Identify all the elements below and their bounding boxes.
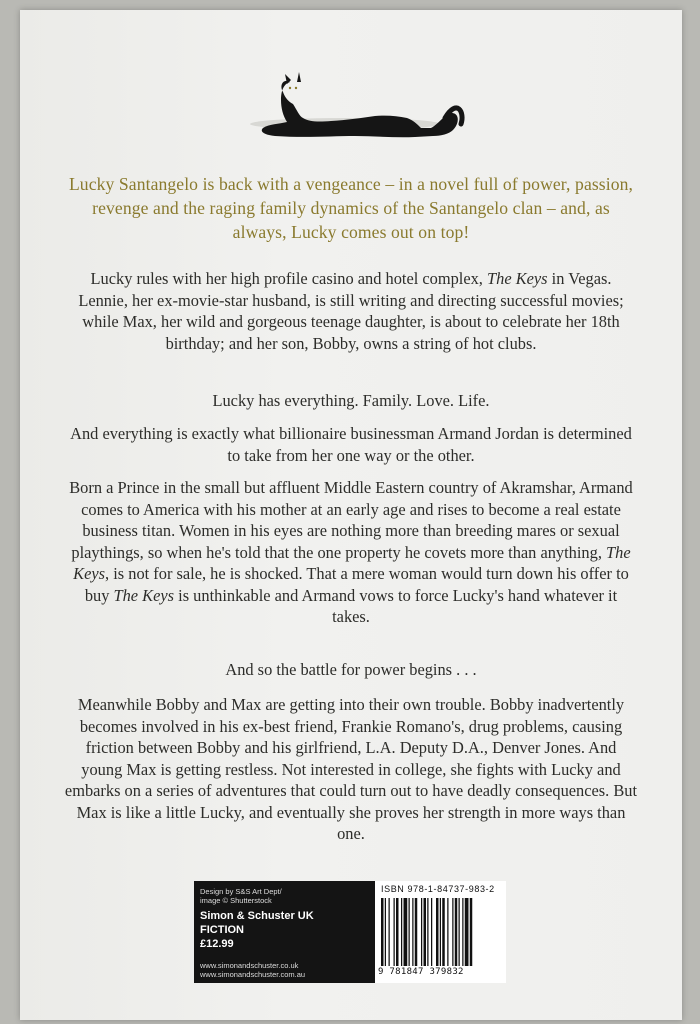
category-label: FICTION <box>200 924 244 936</box>
barcode-bar <box>404 898 408 966</box>
book-title-the-keys: The Keys <box>73 542 631 583</box>
blurb-text: , is not for sale, he is shocked. That a mere woman would turn down his offer to buy <box>84 564 629 605</box>
blurb-paragraph-3: And everything is exactly what billionaire businessman Armand Jordan is determined to take from her one way or the other. <box>70 424 632 465</box>
barcode-bar <box>412 898 413 966</box>
isbn-label: ISBN 978-1-84737-983-2 <box>381 884 495 894</box>
blurb-paragraph-5: And so the battle for power begins . . . <box>225 660 477 679</box>
barcode-bar <box>427 898 428 966</box>
price-label: £12.99 <box>200 938 234 950</box>
publisher-barcode-block <box>194 881 506 983</box>
barcode-bar <box>442 898 445 966</box>
barcode-bar <box>389 898 390 966</box>
barcode-icon <box>381 898 501 966</box>
blurb-paragraph-1 <box>64 268 638 354</box>
barcode-bar <box>421 898 422 966</box>
design-credit-line-1: Design by S&S Art Dept/ <box>200 887 282 896</box>
barcode-bar <box>396 898 399 966</box>
barcode-bar <box>385 898 386 966</box>
barcode-bar <box>431 898 432 966</box>
barcode-bar <box>436 898 439 966</box>
blurb-paragraph-6: Meanwhile Bobby and Max are getting into their own trouble. Bobby inadvertently becomes involved in his ex-best friend, Frankie Romano's, drug problems, causing friction between Bobby and his girlfriend, L.A. Deputy D.A., Denver Jones. And young Max is getting restless. Not interested in college, she fights with Lucky and embarks on a series of adventures that could turn out to have deadly consequences. But Max is like a little Lucky, and eventually she proves her strength in more ways than one. <box>64 695 638 843</box>
url-uk: www.simonandschuster.co.uk <box>200 961 299 970</box>
blurb-paragraph-4 <box>64 477 638 628</box>
design-credit <box>200 887 340 905</box>
barcode-bar <box>440 898 441 966</box>
barcode-bar <box>465 898 469 966</box>
barcode-bar <box>459 898 460 966</box>
book-title-the-keys: The Keys <box>487 269 548 288</box>
barcode-bar <box>415 898 418 966</box>
black-panther-icon <box>235 58 470 148</box>
barcode-bar <box>470 898 473 966</box>
barcode-bar <box>462 898 463 966</box>
publisher-info <box>200 909 314 951</box>
book-back-cover <box>20 10 682 1020</box>
url-au: www.simonandschuster.com.au <box>200 970 306 979</box>
barcode-bar <box>447 898 448 966</box>
barcode-bar <box>424 898 427 966</box>
barcode-bar <box>401 898 402 966</box>
publisher-name: Simon & Schuster UK <box>200 910 314 922</box>
barcode-bar <box>455 898 458 966</box>
blurb-lead: Lucky Santangelo is back with a vengeance – in a novel full of power, passion, revenge and the raging family dynamics of the Santangelo clan – and, as always, Lucky comes out on top! <box>68 174 634 242</box>
blurb-text: Lucky rules with her high profile casino and hotel complex, <box>90 269 488 288</box>
blurb-paragraph-2: Lucky has everything. Family. Love. Life. <box>212 391 490 410</box>
blurb-text: in Vegas. Lennie, her ex-movie-star husband, is still writing and directing successful movies; while Max, her wild and gorgeous teenage daughter, is about to celebrate her 18th birthday; and her son, Bobby, owns a string of hot clubs. <box>78 269 624 353</box>
barcode-bar <box>394 898 395 966</box>
blurb-text: is unthinkable and Armand vows to force Lucky's hand whatever it takes. <box>174 585 618 626</box>
barcode-bar <box>409 898 410 966</box>
barcode-digits: 9 781847 379832 <box>378 967 464 977</box>
publisher-urls <box>200 961 305 979</box>
book-title-the-keys: The Keys <box>113 585 175 605</box>
barcode-bar <box>452 898 453 966</box>
blurb-text: Born a Prince in the small but affluent Middle Eastern country of Akramshar, Armand comes to America with his mother at an early age and rises to become a real estate business titan. Women in his eyes are nothing more than breeding mares or sexual playthings, so when he's told that the one property he covets more than anything, <box>69 478 633 562</box>
design-credit-line-2: image © Shutterstock <box>200 896 272 905</box>
barcode-panel <box>375 881 506 983</box>
barcode-bar <box>381 898 384 966</box>
